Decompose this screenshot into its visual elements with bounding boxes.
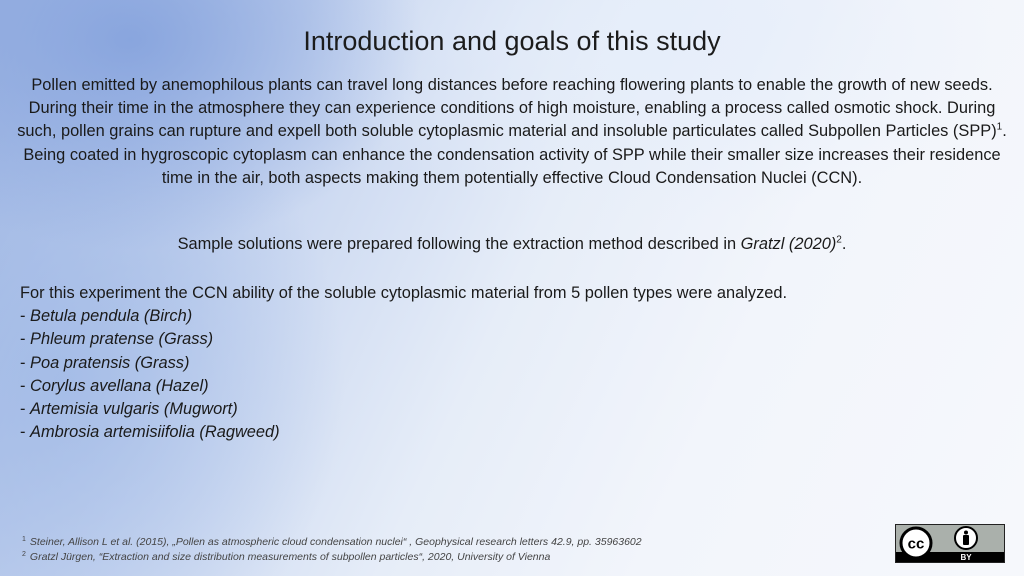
reference-number: 1 bbox=[22, 535, 26, 543]
method-citation: Gratzl (2020) bbox=[740, 235, 837, 253]
pollen-name: Betula pendula (Birch) bbox=[30, 307, 193, 326]
pollen-name: Poa pratensis (Grass) bbox=[30, 353, 190, 372]
reference-1 bbox=[22, 535, 862, 550]
reference-marker-2: 2 bbox=[836, 234, 842, 246]
pollen-list bbox=[20, 305, 1000, 444]
reference-text: Gratzl Jürgen, “Extraction and size distribution measurements of subpollen particles“, 2020, University of Vienna bbox=[29, 551, 551, 563]
slide-title: Introduction and goals of this study bbox=[303, 26, 721, 56]
experiment-section bbox=[20, 282, 1000, 444]
pollen-list-item: - Artemisia vulgaris (Mugwort) bbox=[20, 400, 238, 419]
pollen-name: Corylus avellana (Hazel) bbox=[30, 376, 209, 395]
method-end: . bbox=[841, 235, 847, 253]
pollen-list-item: - Phleum pratense (Grass) bbox=[20, 330, 214, 349]
reference-number: 2 bbox=[22, 550, 26, 558]
pollen-list-item: - Ambrosia artemisiifolia (Ragweed) bbox=[20, 423, 280, 442]
pollen-name: Ambrosia artemisiifolia (Ragweed) bbox=[30, 423, 280, 442]
pollen-name: Phleum pratense (Grass) bbox=[30, 330, 214, 349]
pollen-list-item: - Corylus avellana (Hazel) bbox=[20, 376, 209, 395]
intro-text-part1: Pollen emitted by anemophilous plants can travel long distances before reaching flowering plants to enable the growth of new seeds. During their time in the atmosphere they can experience conditions of high moisture, enabling a process called osmotic shock. During such, pollen grains can rupture and expell both soluble cytoplasmic material and insoluble particulates called Subpollen Particles (SPP) bbox=[17, 76, 997, 141]
experiment-lead: For this experiment the CCN ability of the soluble cytoplasmic material from 5 pollen types were analyzed. bbox=[20, 284, 788, 302]
reference-2 bbox=[22, 550, 862, 565]
method-paragraph bbox=[0, 235, 1024, 254]
cc-by-license-badge[interactable] bbox=[895, 524, 1005, 563]
pollen-list-item: - Poa pratensis (Grass) bbox=[20, 353, 190, 372]
references bbox=[22, 535, 862, 565]
intro-paragraph bbox=[8, 74, 1016, 190]
intro-text-part2: . Being coated in hygroscopic cytoplasm can enhance the condensation activity of SPP while their smaller size increases their residence time in the air, both aspects making them potentially effective Cloud Condensation Nuclei (CCN). bbox=[23, 122, 1007, 187]
method-text: Sample solutions were prepared following the extraction method described in bbox=[177, 235, 741, 253]
pollen-list-item: - Betula pendula (Birch) bbox=[20, 307, 193, 326]
by-label: BY bbox=[960, 553, 972, 562]
reference-text: Steiner, Allison L et al. (2015), „Pollen as atmospheric cloud condensation nuclei“ , Geophysical research letters 42.9, pp. 35963602 bbox=[29, 536, 642, 548]
cc-badge-graphic bbox=[896, 525, 1004, 562]
pollen-name: Artemisia vulgaris (Mugwort) bbox=[30, 400, 238, 419]
cc-label: cc bbox=[907, 535, 925, 553]
reference-marker-1: 1 bbox=[996, 121, 1003, 133]
